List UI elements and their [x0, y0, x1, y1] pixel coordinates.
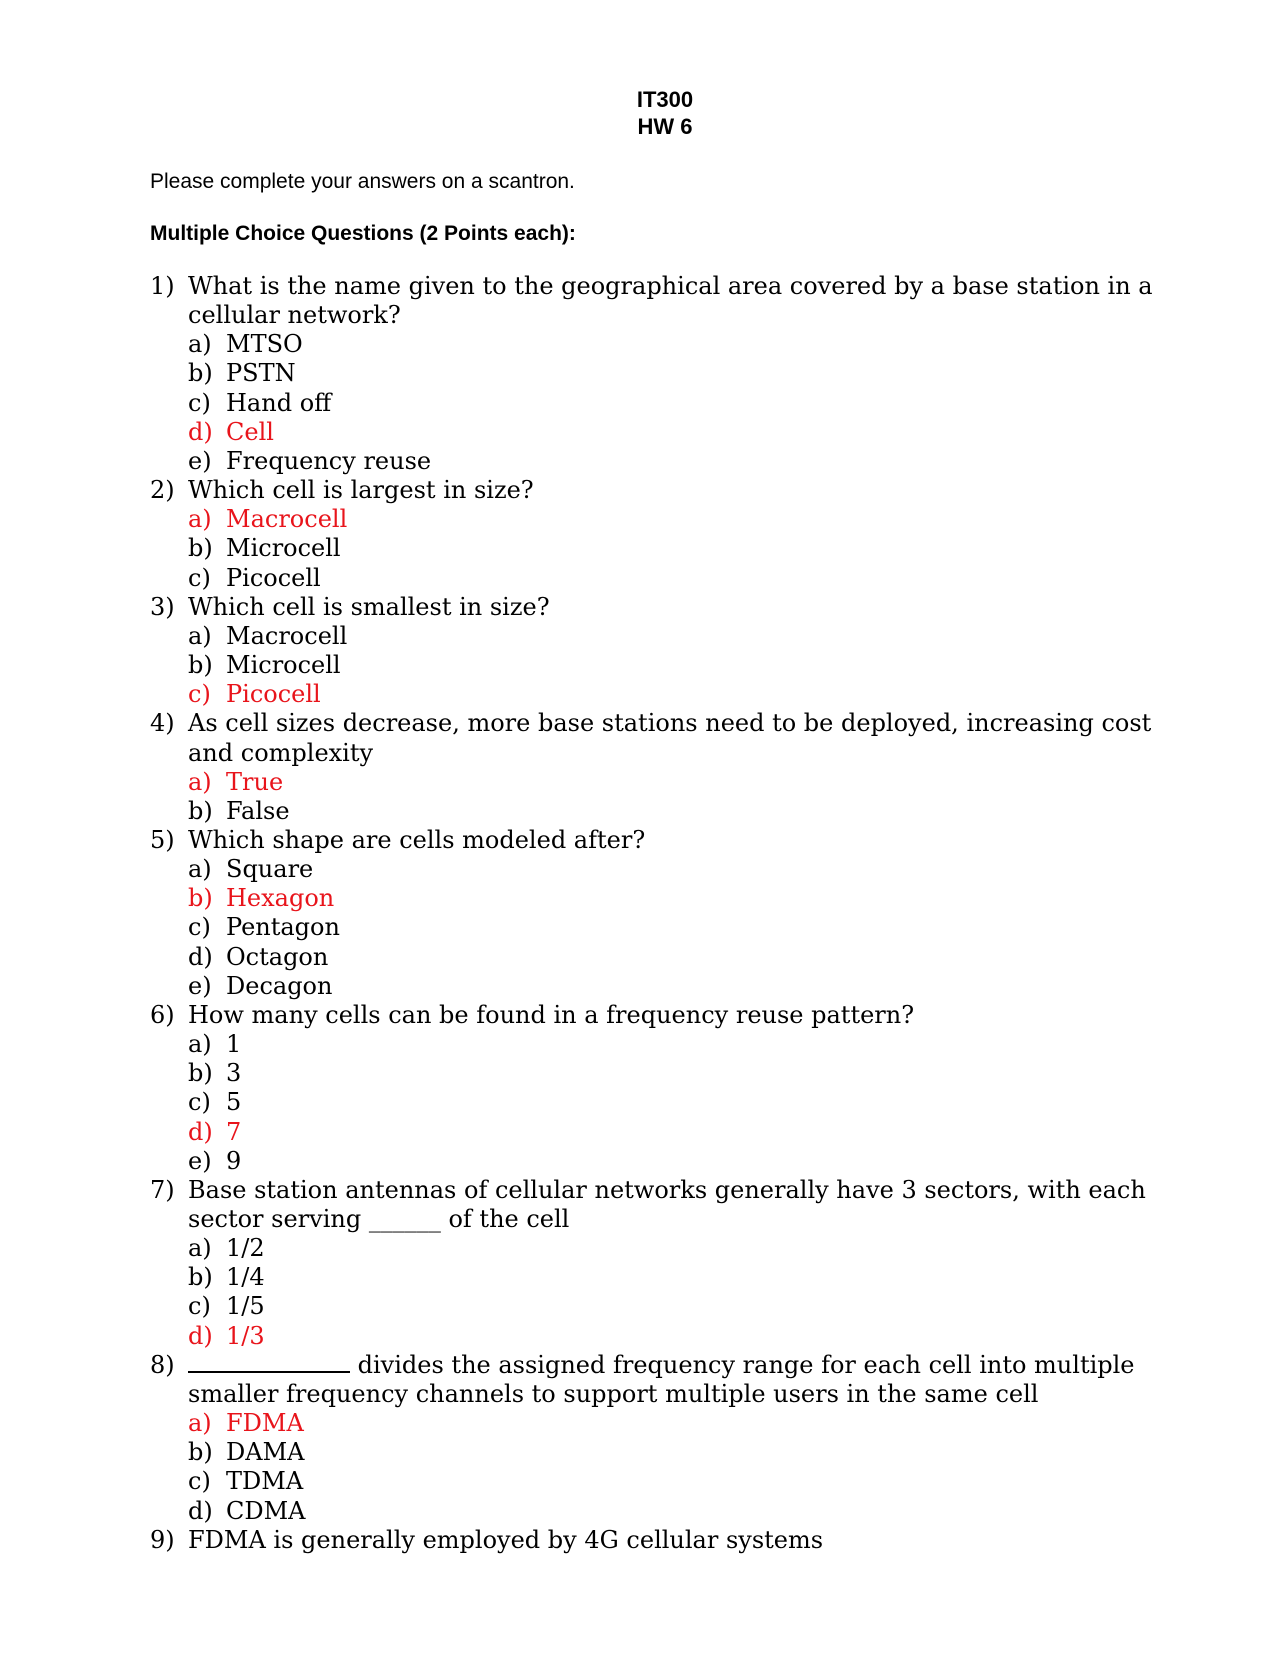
option-letter: d): [188, 1321, 213, 1350]
option-letter: a): [188, 621, 212, 650]
option-text: True: [226, 767, 284, 796]
option: [150, 972, 1200, 1001]
option-text: Pentagon: [226, 913, 340, 942]
option-text: Macrocell: [226, 505, 348, 534]
option-text: MTSO: [226, 330, 303, 359]
question-number: 4): [150, 709, 175, 738]
course-code: IT300: [636, 87, 694, 112]
option-text: CDMA: [226, 1496, 306, 1525]
option: [150, 389, 1200, 418]
option-letter: a): [188, 330, 212, 359]
option-text: 1/4: [226, 1263, 265, 1292]
correct-option: [150, 884, 1200, 913]
option-text: Microcell: [226, 651, 341, 680]
option-letter: b): [188, 534, 213, 563]
correct-option: [150, 505, 1200, 534]
option-letter: d): [188, 417, 213, 446]
option-text: False: [226, 796, 290, 825]
option: [150, 330, 1200, 359]
option-letter: c): [188, 1467, 211, 1496]
option-letter: a): [188, 1409, 212, 1438]
option-text: Cell: [226, 417, 274, 446]
option: [150, 1088, 1200, 1117]
option-letter: b): [188, 359, 213, 388]
correct-option: [150, 1409, 1200, 1438]
answer-blank: [188, 1351, 350, 1373]
question-list: [150, 272, 1200, 1555]
option: [150, 913, 1200, 942]
option-letter: a): [188, 855, 212, 884]
option-text: 1/2: [226, 1234, 265, 1263]
question-text: Which cell is smallest in size?: [188, 592, 550, 621]
option: [150, 447, 1200, 476]
option-letter: e): [188, 446, 212, 475]
correct-option: [150, 680, 1200, 709]
option-letter: a): [188, 505, 212, 534]
option-text: Hexagon: [226, 884, 335, 913]
option-text: Picocell: [226, 563, 321, 592]
option-text: 1/5: [226, 1292, 265, 1321]
question-number: 9): [150, 1525, 175, 1554]
question-number: 7): [150, 1175, 175, 1204]
option-text: PSTN: [226, 359, 296, 388]
option-text: 7: [226, 1117, 242, 1146]
option-letter: d): [188, 1117, 213, 1146]
question-text: Which shape are cells modeled after?: [188, 825, 646, 854]
option: [150, 855, 1200, 884]
option-letter: b): [188, 796, 213, 825]
question-9: [150, 1526, 1200, 1555]
option-text: 1/3: [226, 1321, 265, 1350]
option-letter: d): [188, 942, 213, 971]
option: [150, 943, 1200, 972]
option-letter: e): [188, 1146, 212, 1175]
option-letter: c): [188, 1088, 211, 1117]
option-letter: b): [188, 1059, 213, 1088]
question-text: How many cells can be found in a frequency reuse pattern?: [188, 1000, 915, 1029]
option-text: Microcell: [226, 534, 341, 563]
question-3: [150, 593, 1200, 622]
question-text: Which cell is largest in size?: [188, 476, 534, 505]
option-text: Hand off: [226, 388, 332, 417]
option-letter: b): [188, 1438, 213, 1467]
option: [150, 359, 1200, 388]
option-letter: a): [188, 1234, 212, 1263]
option: [150, 1059, 1200, 1088]
option-letter: c): [188, 913, 211, 942]
correct-option: [150, 418, 1200, 447]
option-letter: c): [188, 563, 211, 592]
instructions-text: Please complete your answers on a scantron.: [150, 170, 575, 193]
question-text: FDMA is generally employed by 4G cellular systems: [188, 1525, 824, 1554]
option-letter: e): [188, 971, 212, 1000]
option-letter: a): [188, 767, 212, 796]
option: [150, 1263, 1200, 1292]
option-letter: d): [188, 1496, 213, 1525]
option-text: 3: [226, 1059, 242, 1088]
option-text: Picocell: [226, 680, 321, 709]
option: [150, 1234, 1200, 1263]
option-text: Octagon: [226, 942, 329, 971]
option-letter: c): [188, 680, 211, 709]
option-text: Decagon: [226, 971, 333, 1000]
option-text: 5: [226, 1088, 242, 1117]
assignment-title: HW 6: [637, 114, 693, 139]
option-text: TDMA: [226, 1467, 304, 1496]
correct-option: [150, 768, 1200, 797]
correct-option: [150, 1118, 1200, 1147]
option-text: FDMA: [226, 1409, 304, 1438]
option-letter: b): [188, 1263, 213, 1292]
question-2: [150, 476, 1200, 505]
question-7: [150, 1176, 1200, 1234]
option: [150, 1497, 1200, 1526]
option: [150, 1438, 1200, 1467]
question-number: 8): [150, 1350, 175, 1379]
option: [150, 622, 1200, 651]
question-4: [150, 709, 1200, 767]
document-header: [0, 86, 1280, 140]
question-number: 3): [150, 592, 175, 621]
question-number: 6): [150, 1000, 175, 1029]
question-1: [150, 272, 1200, 330]
option-text: 1: [226, 1030, 242, 1059]
option-text: 9: [226, 1146, 242, 1175]
section-heading: Multiple Choice Questions (2 Points each):: [150, 222, 576, 245]
option: [150, 1292, 1200, 1321]
question-number: 5): [150, 825, 175, 854]
question-8: [150, 1351, 1200, 1409]
correct-option: [150, 1322, 1200, 1351]
question-6: [150, 1001, 1200, 1030]
option-letter: c): [188, 1292, 211, 1321]
option-text: Macrocell: [226, 621, 348, 650]
option: [150, 1467, 1200, 1496]
question-number: 2): [150, 476, 175, 505]
option: [150, 651, 1200, 680]
question-text: divides the assigned frequency range for each cell into multiple smaller frequency channels to support multiple users in the same cell: [188, 1350, 1135, 1408]
question-text: Base station antennas of cellular networks generally have 3 sectors, with each sector serving ______ of the cell: [188, 1175, 1146, 1233]
option-text: DAMA: [226, 1438, 305, 1467]
question-text: What is the name given to the geographical area covered by a base station in a cellular network?: [188, 272, 1153, 330]
option: [150, 797, 1200, 826]
question-5: [150, 826, 1200, 855]
option-letter: a): [188, 1030, 212, 1059]
question-number: 1): [150, 272, 175, 300]
option-letter: b): [188, 884, 213, 913]
question-text: As cell sizes decrease, more base stations need to be deployed, increasing cost and complexity: [188, 709, 1152, 767]
option-text: Frequency reuse: [226, 446, 432, 475]
option: [150, 1147, 1200, 1176]
option-letter: c): [188, 388, 211, 417]
option-letter: b): [188, 651, 213, 680]
option: [150, 564, 1200, 593]
option-text: Square: [226, 855, 314, 884]
option: [150, 534, 1200, 563]
option: [150, 1030, 1200, 1059]
